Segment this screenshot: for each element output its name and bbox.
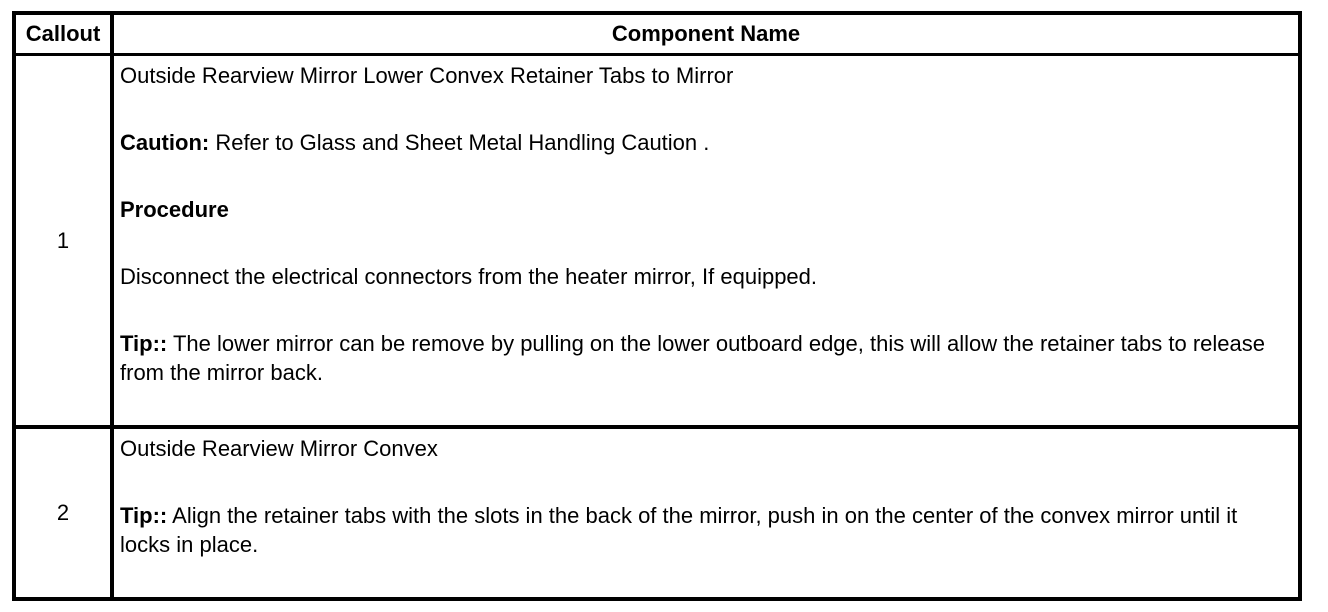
component-title: Outside Rearview Mirror Convex: [120, 436, 438, 461]
component-table: [12, 11, 1302, 601]
callout-number: 2: [56, 500, 70, 525]
row-2-callout: [16, 429, 110, 597]
header-divider: [16, 53, 1298, 56]
procedure-heading: Procedure: [120, 197, 229, 222]
component-title: Outside Rearview Mirror Lower Convex Retainer Tabs to Mirror: [120, 63, 734, 88]
procedure-step: Disconnect the electrical connectors from the heater mirror, If equipped.: [120, 264, 818, 289]
header-component-name: [114, 15, 1298, 53]
tip-text: Align the retainer tabs with the slots in the back of the mirror, push in on the center of the convex mirror until it locks in place.: [120, 503, 1238, 557]
tip-label: Tip::: [120, 503, 168, 528]
tip-label: Tip::: [120, 331, 168, 356]
callout-number: 1: [56, 227, 70, 253]
row-2-content: [114, 434, 1298, 597]
tip-paragraph: [120, 329, 1268, 387]
tip-paragraph: [120, 501, 1268, 559]
caution-label: Caution:: [120, 130, 210, 155]
caution-paragraph: [120, 128, 1268, 157]
caution-text: Refer to Glass and Sheet Metal Handling Caution .: [209, 130, 710, 155]
row-1-content: [114, 61, 1298, 421]
tip-text: The lower mirror can be remove by pulling on the lower outboard edge, this will allow the retainer tabs to release from the mirror back.: [120, 331, 1265, 385]
row-1-callout: [16, 56, 110, 425]
header-callout: [16, 15, 110, 53]
header-callout-label: Callout: [25, 21, 101, 46]
header-component-label: Component Name: [611, 21, 801, 46]
row-divider: [16, 425, 1298, 429]
